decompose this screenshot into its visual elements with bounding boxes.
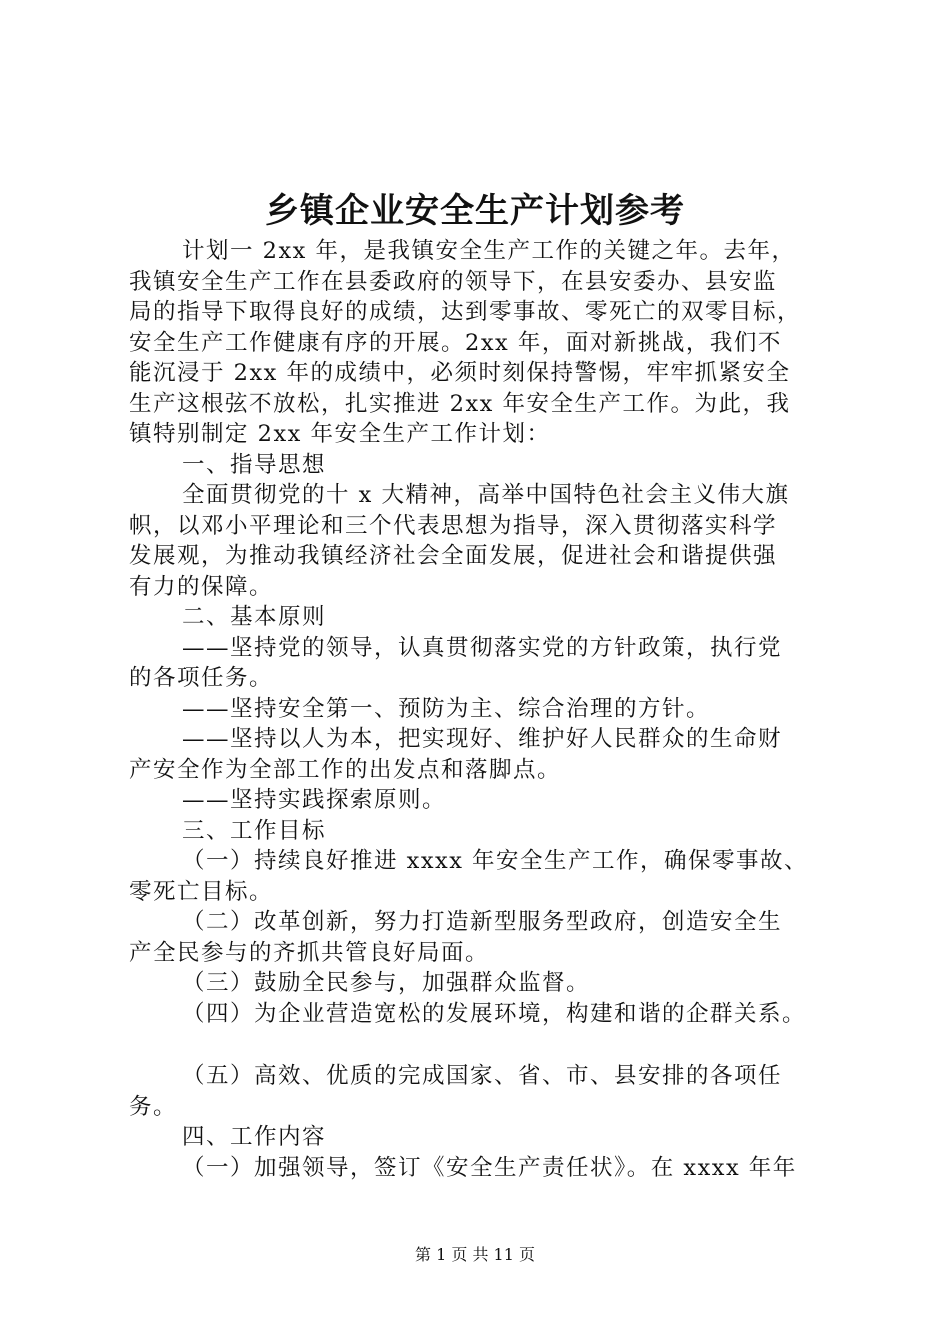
section-heading: 三、工作目标 [182,817,327,844]
blank-line [129,1029,834,1061]
page-footer: 第 1 页 共 11 页 [415,1245,535,1264]
paragraph-line: （一）持续良好推进 xxxx 年安全生产工作，确保零事故、 [182,848,809,874]
document-title: 乡镇企业安全生产计划参考 [265,191,685,231]
paragraph-line: 帜，以邓小平理论和三个代表思想为指导，深入贯彻落实科学 [129,512,778,539]
paragraph-line: 的各项任务。 [129,665,274,691]
paragraph-line: 局的指导下取得良好的成绩，达到零事故、零死亡的双零目标， [129,299,802,325]
paragraph-line: ——坚持以人为本，把实现好、维护好人民群众的生命财 [182,726,783,752]
paragraph-line: （四）为企业营造宽松的发展环境，构建和谐的企群关系。 [182,1000,807,1027]
section-heading: 四、工作内容 [182,1124,327,1150]
paragraph-line: 生产这根弦不放松，扎实推进 2xx 年安全生产工作。为此，我 [129,390,791,417]
paragraph-line: ——坚持党的领导，认真贯彻落实党的方针政策，执行党 [182,634,783,661]
document-body [129,236,834,1183]
paragraph-line: （二）改革创新，努力打造新型服务型政府，创造安全生 [182,909,783,935]
paragraph-line: （五）高效、优质的完成国家、省、市、县安排的各项任 [182,1063,783,1089]
paragraph-line: 有力的保障。 [129,573,274,600]
paragraph-line: 计划一 2xx 年，是我镇安全生产工作的关键之年。去年， [182,238,796,264]
paragraph-line: 我镇安全生产工作在县委政府的领导下，在县安委办、县安监 [129,268,778,295]
paragraph-line: （三）鼓励全民参与，加强群众监督。 [182,970,591,996]
paragraph-line: 发展观，为推动我镇经济社会全面发展，促进社会和谐提供强 [129,543,778,569]
section-heading: 一、指导思想 [182,451,327,478]
paragraph-line: 安全生产工作健康有序的开展。2xx 年，面对新挑战，我们不 [129,329,782,356]
paragraph-line: 产全民参与的齐抓共管良好局面。 [129,939,490,966]
section-heading: 二、基本原则 [182,604,327,630]
paragraph-line: （一）加强领导，签订《安全生产责任状》。在 xxxx 年年 [182,1154,797,1181]
paragraph-line: ——坚持安全第一、预防为主、综合治理的方针。 [182,695,711,722]
paragraph-line: 能沉浸于 2xx 年的成绩中，必须时刻保持警惕，牢牢抓紧安全 [129,360,791,386]
paragraph-line: 全面贯彻党的十 x 大精神，高举中国特色社会主义伟大旗 [182,482,790,508]
paragraph-line: 务。 [129,1093,178,1120]
paragraph-line: 镇特别制定 2xx 年安全生产工作计划： [129,421,551,447]
paragraph-line: ——坚持实践探索原则。 [182,787,447,813]
paragraph-line: 产安全作为全部工作的出发点和落脚点。 [129,756,562,783]
paragraph-line: 零死亡目标。 [129,878,274,905]
